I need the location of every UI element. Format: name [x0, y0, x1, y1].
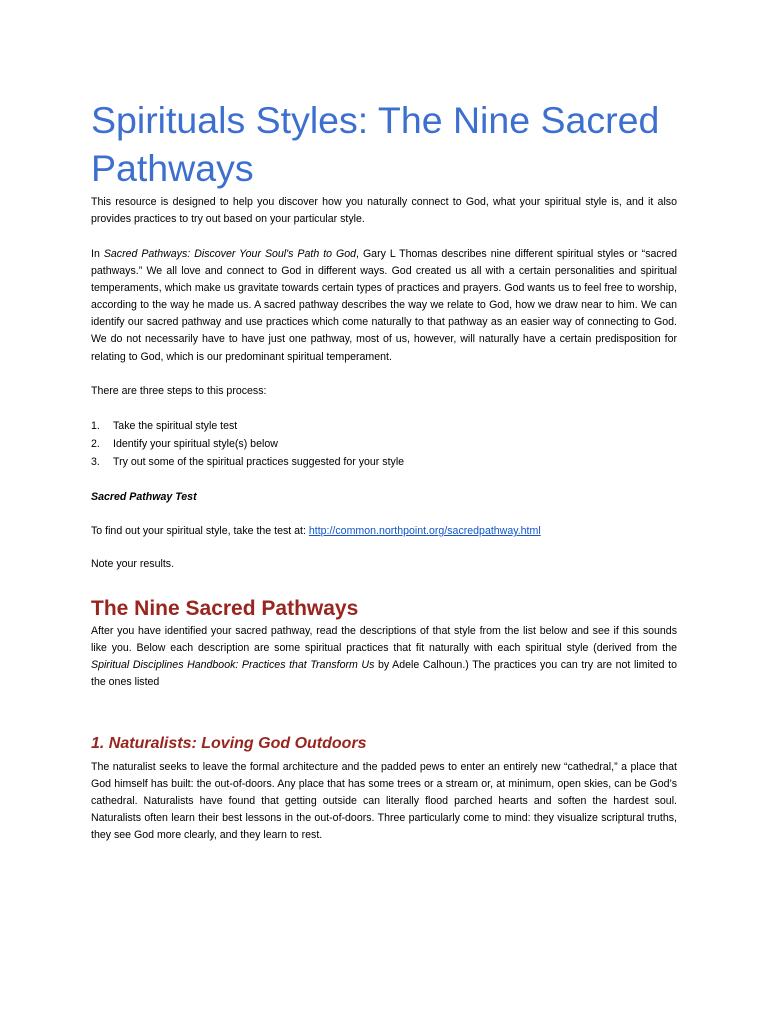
test-link[interactable]: http://common.northpoint.org/sacredpathway.html: [308, 525, 541, 537]
steps-intro: There are three steps to this process:: [91, 385, 267, 397]
naturalists-heading: 1. Naturalists: Loving God Outdoors: [91, 735, 367, 752]
test-text: To find out your spiritual style, take the test at:: [91, 525, 309, 537]
handbook-title: Spiritual Disciplines Handbook: Practices that Transform Us: [91, 659, 375, 672]
section-heading: The Nine Sacred Pathways: [91, 597, 359, 620]
note-paragraph: Note your results.: [91, 558, 175, 570]
section-paragraph: [91, 623, 677, 691]
sacred-pathways-paragraph: [91, 246, 677, 366]
list-item-text: Take the spiritual style test: [113, 420, 238, 432]
list-item: [91, 417, 677, 435]
section-prefix: After you have identified your sacred pathway, read the descriptions of that style from the list below and see if this sounds like you. Below each description are some spiritual practices that fit naturally with each spiritual style (derived from the: [91, 625, 677, 655]
list-item-number: 3.: [91, 456, 100, 468]
list-item: [91, 435, 677, 453]
naturalists-paragraph: The naturalist seeks to leave the formal architecture and the padded pews to enter an entirely new “cathedral,” a place that God himself has built: the out-of-doors. Any place that has some trees or a stream or, at minimum, open skies, can be God’s cathedral. Naturalists have found that getting outside can literally flood parched hearts and soften the hardest soul. Naturalists often learn their best lessons in the out-of-doors. Three particularly come to mind: they visualize scriptural truths, they see God more clearly, and they learn to rest.: [91, 761, 677, 842]
test-paragraph: [91, 523, 677, 540]
steps-list: [91, 417, 677, 471]
list-item-number: 2.: [91, 438, 100, 450]
para2-prefix: In: [91, 248, 104, 260]
book-title: Sacred Pathways: Discover Your Soul's Path to God: [103, 248, 357, 260]
list-item: [91, 453, 677, 471]
section-rest: by Adele Calhoun.) The practices you can try are not limited to the ones listed: [91, 659, 677, 689]
para2-rest: , Gary L Thomas describes nine different spiritual styles or “sacred pathways.” We all love and connect to God in different ways. God created us all with a certain personalities and spiritual temperaments, which make us gravitate towards certain types of practices and prayers. God wants us to feel free to worship, according to the way he made us. A sacred pathway describes the way we relate to God, how we draw near to him. We can identify our sacred pathway and use practices which come naturally to that pathway as an easier way of connecting to God. We do not necessarily have to have just one pathway, most of us, however, will naturally have a certain predisposition for relating to God, which is our predominant spiritual temperament.: [91, 248, 677, 363]
intro-paragraph: This resource is designed to help you discover how you naturally connect to God, what your spiritual style is, and it also provides practices to try out based on your particular style.: [91, 196, 677, 226]
list-item-number: 1.: [91, 420, 100, 432]
list-item-text: Try out some of the spiritual practices suggested for your style: [113, 456, 405, 468]
list-item-text: Identify your spiritual style(s) below: [113, 438, 278, 450]
test-heading: Sacred Pathway Test: [91, 491, 197, 503]
page-title: Spirituals Styles: The Nine Sacred Pathways: [91, 99, 660, 189]
